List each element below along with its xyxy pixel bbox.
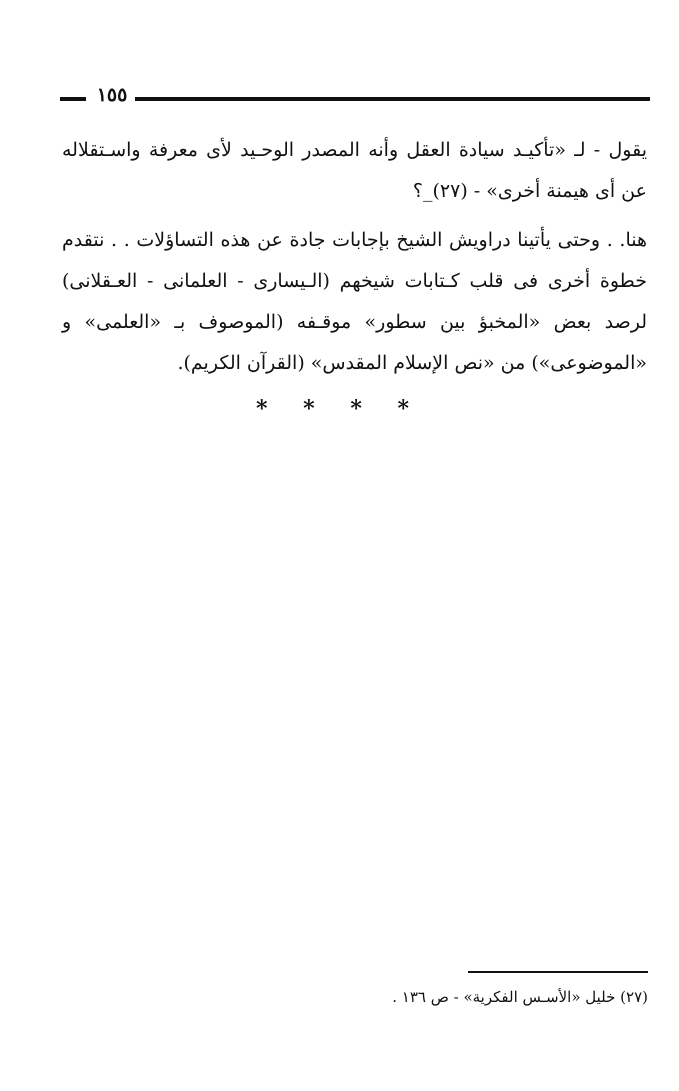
footnote-rule (468, 971, 648, 973)
header-rule-short (60, 97, 86, 101)
footnote: (٢٧) خليل «الأسـس الفكرية» - ص ١٣٦ . (392, 988, 648, 1006)
page-header (60, 85, 650, 109)
main-text (62, 130, 647, 392)
section-separator: * * * * (256, 396, 423, 422)
paragraph-1: يقول - لـ «تأكيـد سيادة العقل وأنه المصدر الوحـيد لأى معرفة واسـتقلاله عن أى هيمنة أخرى» - (٢٧)_؟ (62, 139, 647, 202)
page-number: ١٥٥ (96, 84, 128, 106)
header-rule-long (135, 97, 650, 101)
paragraph-2: هنا. . وحتى يأتينا دراويش الشيخ بإجابات جادة عن هذه التساؤلات . . نتقدم خطوة أخرى فى قلب كـتابات شيخهم (الـيسارى - العلمانى - العـقلانى) لرصد بعض «المخبؤ بين سطور» موقـفه (الموصوف بـ «العلمى» و «الموضوعى») من «نص الإسلام المقدس» (القرآن الكريم). (62, 229, 647, 374)
